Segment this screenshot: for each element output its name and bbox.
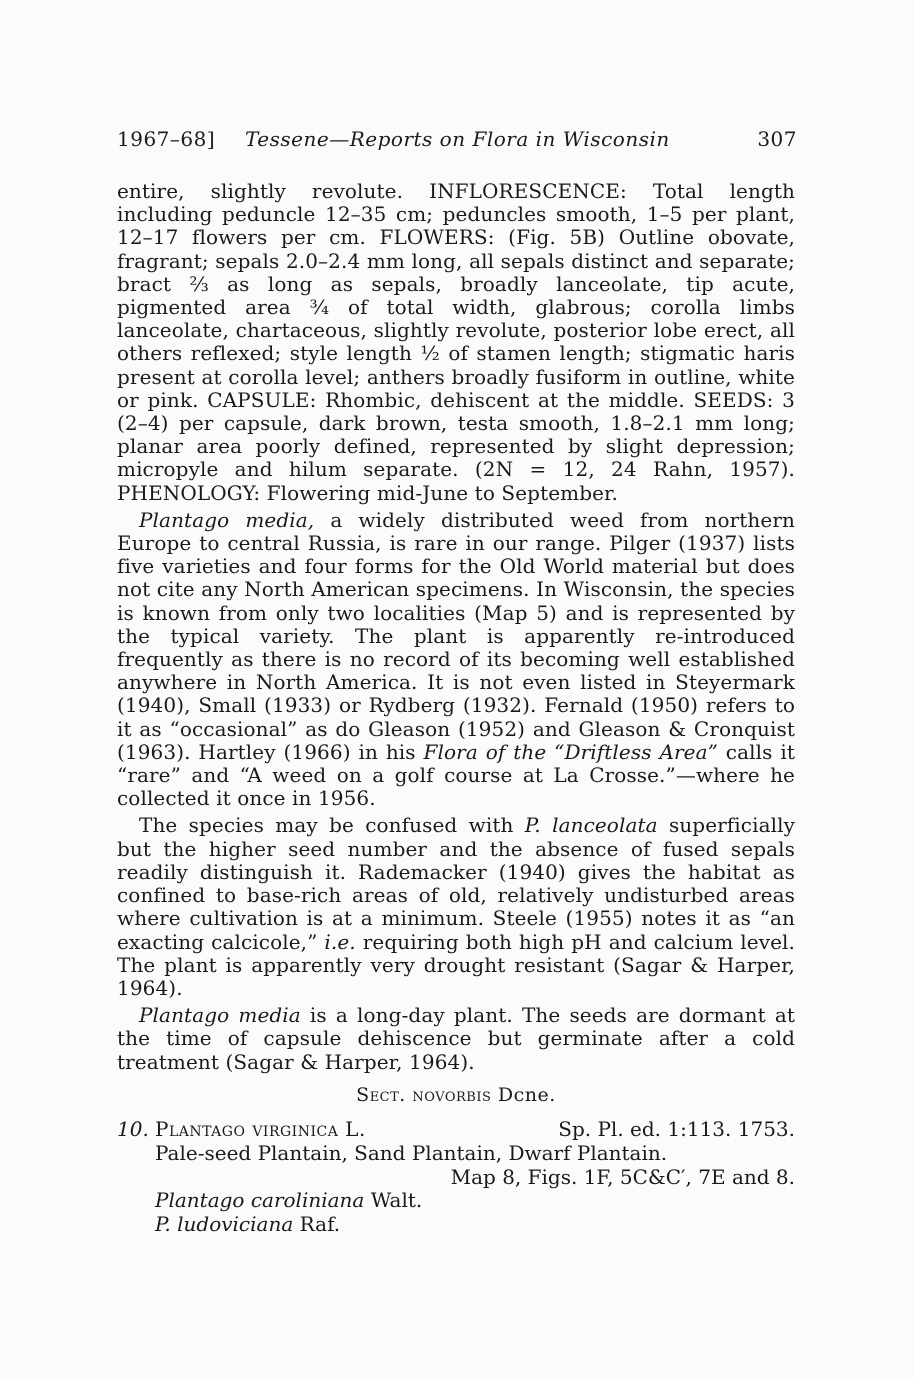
page-number: 307 xyxy=(757,127,797,151)
synonym xyxy=(155,1213,795,1237)
volume-label: 1967–68] xyxy=(117,127,216,151)
discussion-paragraph-2 xyxy=(117,814,795,1000)
synonym-name: Plantago caroliniana xyxy=(155,1188,365,1212)
description-paragraph: entire, slightly revolute. INFLORESCENCE: Total length including peduncle 12–35 cm; peduncles smooth, 1–5 per plant, 12–17 flowers per cm. FLOWERS: (Fig. 5B) Outline obovate, fragrant; sepals 2.0–2.4 mm long, all sepals distinct and separate; bract ⅔ as long as sepals, broadly lanceolate, tip acute, pigmented area ¾ of total width, glabrous; corolla limbs lanceolate, chartaceous, slightly revolute, posterior lobe erect, all others reflexed; style length ½ of stamen length; stigmatic haris present at corolla level; anthers broadly fusiform in outline, white or pink. CAPSULE: Rhombic, dehiscent at the middle. SEEDS: 3 (2–4) per capsule, dark brown, testa smooth, 1.8–2.1 mm long; planar area poorly defined, represented by slight depression; micropyle and hilum separate. (2N = 12, 24 Rahn, 1957). PHENOLOGY: Flowering mid-June to September. xyxy=(117,179,795,505)
species-name: Plantago media, xyxy=(139,507,315,532)
map-figures-reference: Map 8, Figs. 1F, 5C&C′, 7E and 8. xyxy=(450,1164,795,1189)
species-name: P. lanceolata xyxy=(524,813,658,838)
body-text xyxy=(117,180,795,1074)
synonym-name: P. ludoviciana xyxy=(155,1211,294,1236)
section-heading xyxy=(117,1083,795,1107)
paragraph-text: requiring both high pH and calcium level. The plant is apparently very drought resistant (Sagar & Harper, 1964). xyxy=(117,929,795,1000)
discussion-paragraph-3 xyxy=(117,1004,795,1074)
entry-number: 10. xyxy=(117,1117,149,1141)
entry-species-name: Plantago virginica L. xyxy=(155,1117,366,1141)
abbreviation: i.e. xyxy=(324,929,356,954)
synonym-author: Raf. xyxy=(293,1211,341,1236)
synonym xyxy=(155,1189,795,1213)
paragraph-text: The species may be confused with xyxy=(139,813,525,838)
common-names: Pale-seed Plantain, Sand Plantain, Dwarf Plantain. xyxy=(155,1141,668,1165)
paragraph-text: calls it “rare” and “A weed on a golf course at La Crosse.”—where he collected it once in 1956. xyxy=(117,739,795,811)
book-title: Flora of the “Driftless Area” xyxy=(423,739,718,764)
species-name: Plantago media xyxy=(139,1003,301,1028)
species-entry xyxy=(117,1118,795,1236)
discussion-paragraph-1 xyxy=(117,509,795,811)
paragraph-text: superficially but the higher seed number and the absence of fused sepals readily distinguish it. Rademacker (1940) gives the habitat as confined to base-rich areas of old, relatively undisturbed areas where cultivation is at a minimum. Steele (1955) notes it as “an exacting calcicole,” xyxy=(117,813,796,954)
section-author: Dcne. xyxy=(491,1084,556,1106)
running-title: Tessene—Reports on Flora in Wisconsin xyxy=(245,127,670,151)
synonym-author: Walt. xyxy=(364,1188,423,1212)
paragraph-text: is a long-day plant. The seeds are dormant at the time of capsule dehiscence but germinate after a cold treatment (Sagar & Harper, 1964). xyxy=(117,1003,795,1074)
entry-citation: Sp. Pl. ed. 1:113. 1753. xyxy=(558,1117,795,1141)
paragraph-text: a widely distributed weed from northern Europe to central Russia, is rare in our range. Pilger (1937) lists five varieties and four forms for the Old World material but does not cite any North American specimens. In Wisconsin, the species is known from only two localities (Map 5) and is represented by the typical variety. The plant is apparently re-introduced frequently as there is no record of its becoming well established anywhere in North America. It is not even listed in Steyermark (1940), Small (1933) or Rydberg (1932). Fernald (1950) refers to it as “occasional” as do Gleason (1952) and Gleason & Cronquist (1963). Hartley (1966) in his xyxy=(117,507,795,764)
section-label: Sect. novorbis xyxy=(356,1084,492,1106)
